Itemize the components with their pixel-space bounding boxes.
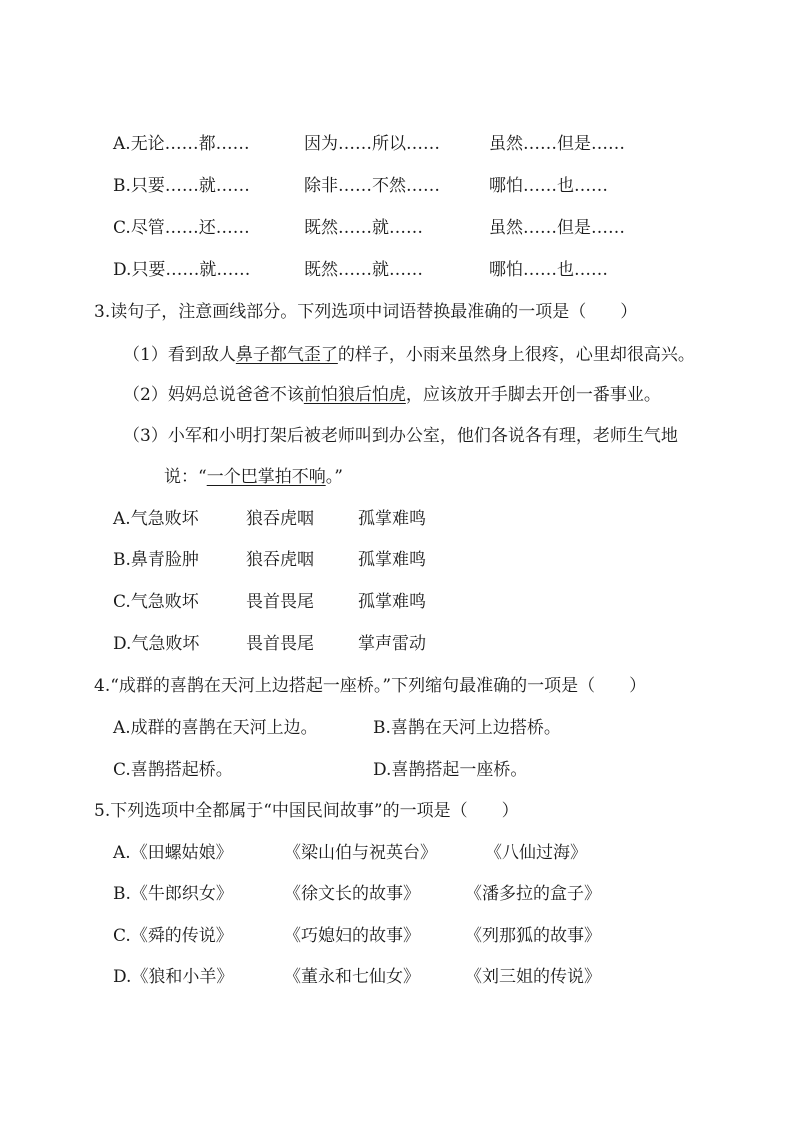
sentence-text: 的样子，小雨来虽然身上很疼，心里却很高兴。 (337, 345, 695, 365)
option-text: 尽管……还…… (130, 218, 250, 238)
option-text: 除非……不然…… (304, 176, 440, 196)
option-label: B. (113, 550, 131, 570)
q3-sentence-3-cont (164, 466, 343, 488)
q2-option-d[interactable] (113, 259, 608, 281)
q4-stem: 4.“成群的喜鹊在天河上边搭起一座桥。”下列缩句最准确的一项是（ ） (94, 676, 647, 696)
q3-sentence-2 (123, 384, 661, 406)
option-label: C. (113, 592, 131, 612)
option-label: A. (113, 843, 131, 863)
option-text: 《狼和小羊》 (131, 967, 234, 987)
q4-options-row-2 (113, 759, 713, 781)
option-text: 《田螺姑娘》 (130, 843, 233, 863)
sentence-text: （1）看到敌人 (123, 345, 236, 365)
q2-option-c[interactable] (113, 217, 625, 239)
option-text: 《刘三姐的传说》 (465, 967, 601, 987)
option-label: A. (113, 134, 131, 154)
q4-options-row-1 (113, 717, 713, 739)
sentence-text: 。” (325, 467, 343, 487)
option-label: C. (113, 926, 131, 946)
q3-option-b[interactable] (113, 549, 426, 571)
q2-option-a[interactable] (113, 133, 625, 155)
q5-stem: 5.下列选项中全都属于“中国民间故事”的一项是（ ） (94, 801, 519, 821)
option-text: 《徐文长的故事》 (284, 884, 420, 904)
option-text: 《巧媳妇的故事》 (284, 926, 420, 946)
q3-option-d[interactable] (113, 633, 426, 655)
sentence-text: ，应该放开手脚去开创一番事业。 (405, 385, 661, 405)
option-text: 气急败坏 (130, 509, 199, 529)
option-label: D. (113, 260, 132, 280)
option-text: 狼吞虎咽 (246, 509, 314, 529)
underlined-phrase: 一个巴掌拍不响 (206, 467, 326, 487)
option-text: 气急败坏 (130, 592, 199, 612)
q5-option-a[interactable] (113, 842, 587, 864)
q4-option-b[interactable]: B.喜鹊在天河上边搭桥。 (373, 718, 561, 738)
option-text: 哪怕……也…… (489, 176, 608, 196)
q4-option-a[interactable]: A.成群的喜鹊在天河上边。 (113, 718, 318, 738)
option-text: 哪怕……也…… (489, 260, 608, 280)
q2-option-b[interactable] (113, 175, 608, 197)
option-text: 畏首畏尾 (246, 592, 314, 612)
option-text: 气急败坏 (131, 634, 200, 654)
option-text: 虽然……但是…… (489, 134, 625, 154)
option-text: 畏首畏尾 (246, 634, 314, 654)
option-text: 掌声雷动 (358, 634, 426, 654)
q5-option-b[interactable] (113, 883, 601, 905)
option-text: 狼吞虎咽 (246, 550, 314, 570)
option-text: 虽然……但是…… (489, 218, 625, 238)
q3-stem: 3.读句子，注意画线部分。下列选项中词语替换最准确的一项是（ ） (94, 302, 638, 322)
option-text: 《牛郎织女》 (130, 884, 233, 904)
sentence-text: 说：“ (164, 467, 207, 487)
q5-option-d[interactable] (113, 966, 601, 988)
option-text: 只要……就…… (131, 260, 251, 280)
option-text: 孤掌难鸣 (358, 550, 426, 570)
q3-sentence-1 (123, 344, 695, 366)
option-text: 《梁山伯与祝英台》 (284, 843, 437, 863)
option-text: 既然……就…… (304, 218, 423, 238)
option-label: B. (113, 176, 131, 196)
option-label: C. (113, 218, 131, 238)
option-text: 孤掌难鸣 (358, 592, 426, 612)
q4-option-c[interactable]: C.喜鹊搭起桥。 (113, 760, 233, 780)
option-text: 既然……就…… (304, 260, 423, 280)
option-label: D. (113, 967, 132, 987)
option-label: A. (113, 509, 131, 529)
option-label: D. (113, 634, 132, 654)
underlined-phrase: 鼻子都气歪了 (235, 345, 338, 365)
option-text: 《列那狐的故事》 (465, 926, 601, 946)
q3-option-a[interactable] (113, 508, 426, 530)
option-text: 无论……都…… (130, 134, 250, 154)
option-label: B. (113, 884, 131, 904)
option-text: 因为……所以…… (304, 134, 440, 154)
option-text: 《董永和七仙女》 (284, 967, 420, 987)
underlined-phrase: 前怕狼后怕虎 (303, 385, 406, 405)
option-text: 孤掌难鸣 (358, 509, 426, 529)
option-text: 只要……就…… (130, 176, 250, 196)
option-text: 鼻青脸肿 (130, 550, 199, 570)
sentence-text: （2）妈妈总说爸爸不该 (123, 385, 304, 405)
option-text: 《潘多拉的盒子》 (465, 884, 601, 904)
q3-option-c[interactable] (113, 591, 426, 613)
option-text: 《舜的传说》 (130, 926, 233, 946)
q3-sentence-3: （3）小军和小明打架后被老师叫到办公室，他们各说各有理，老师生气地 (123, 426, 678, 446)
q5-option-c[interactable] (113, 925, 601, 947)
option-text: 《八仙过海》 (485, 843, 587, 863)
q4-option-d[interactable]: D.喜鹊搭起一座桥。 (373, 760, 528, 780)
